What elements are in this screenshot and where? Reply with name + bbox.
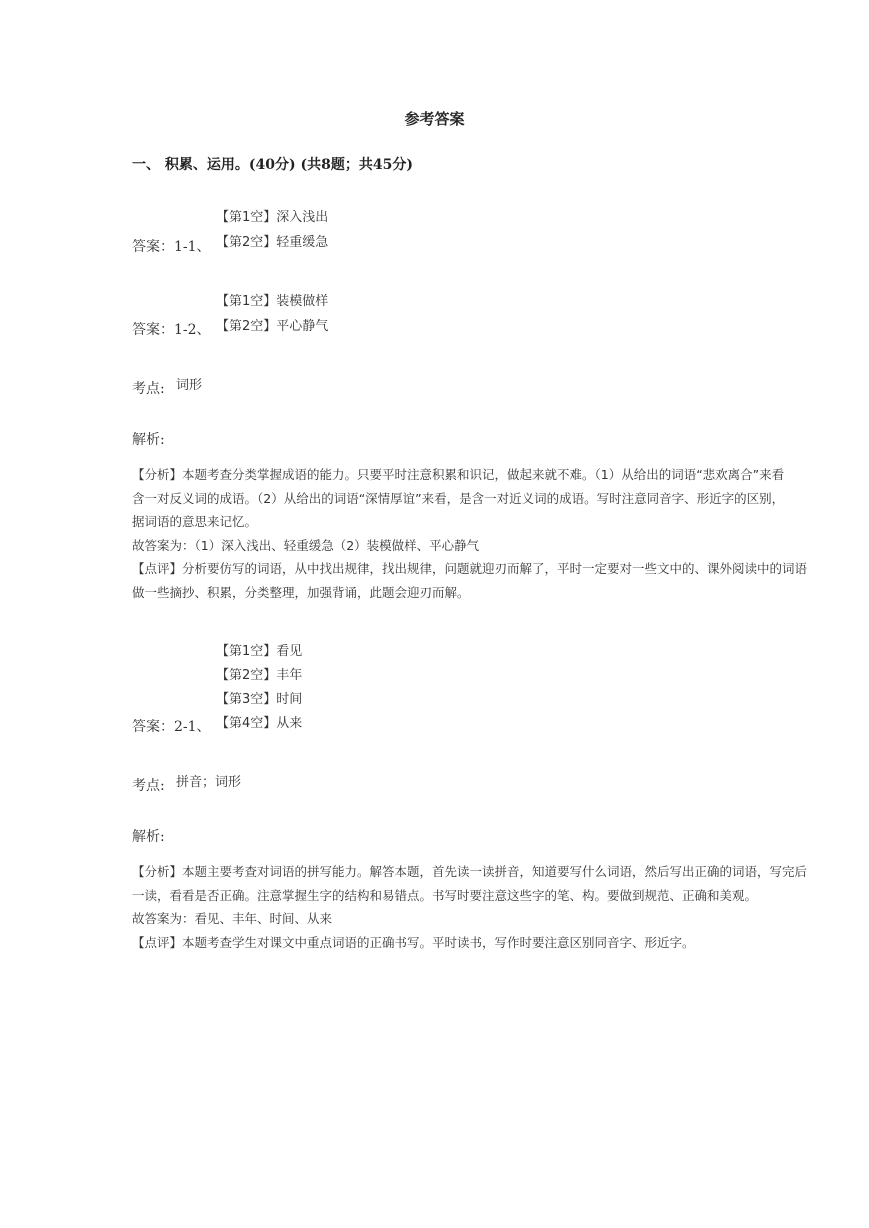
answer-label: 答案：1-2、 <box>132 322 211 338</box>
answer-label: 答案：2-1、 <box>132 719 211 735</box>
analysis-block <box>132 860 869 954</box>
answer-blank: 【第1空】深入浅出 <box>216 210 329 225</box>
answer-label: 答案：1-1、 <box>132 239 211 255</box>
answer-blank: 【第3空】时间 <box>216 692 303 707</box>
answer-blank: 【第1空】装模做样 <box>216 294 329 309</box>
analysis-line: 做一些摘抄、积累，分类整理，加强背诵，此题会迎刃而解。 <box>132 584 470 600</box>
answer-blank: 【第2空】轻重缓急 <box>216 235 329 250</box>
answer-blank: 【第2空】平心静气 <box>216 319 329 334</box>
kaodian-value: 拼音；词形 <box>176 775 242 790</box>
analysis-line: 【点评】分析要仿写的词语，从中找出规律，找出规律，问题就迎刃而解了，平时一定要对一些文中的、课外阅读中的词语 <box>132 561 808 576</box>
analysis-line: 含一对反义词的成语。（2）从给出的词语“深情厚谊”来看，是含一对近义词的成语。写时注意同音字、形近字的区别， <box>132 490 785 506</box>
analysis-line: 故答案为：看见、丰年、时间、从来 <box>132 911 333 926</box>
answer-blank: 【第1空】看见 <box>216 644 303 659</box>
page-title: 参考答案 <box>404 110 465 128</box>
kaodian-value: 词形 <box>176 378 203 393</box>
kaodian-label: 考点: <box>132 778 165 794</box>
analysis-line: 一读，看看是否正确。注意掌握生字的结构和易错点。书写时要注意这些字的笔、构。要做到规范、正确和美观。 <box>132 887 758 903</box>
answer-blank: 【第4空】从来 <box>216 716 303 731</box>
analysis-line: 【分析】本题考查分类掌握成语的能力。只要平时注意积累和识记，做起来就不难。（1）从给出的词语“悲欢离合”来看 <box>132 467 785 482</box>
answer-blank: 【第2空】丰年 <box>216 668 303 683</box>
jiexi-label: 解析: <box>132 432 165 448</box>
analysis-line: 【分析】本题主要考查对词语的拼写能力。解答本题，首先读一读拼音，知道要写什么词语，然后写出正确的词语，写完后 <box>132 864 808 879</box>
analysis-line: 【点评】本题考查学生对课文中重点词语的正确书写。平时读书，写作时要注意区别同音字、形近字。 <box>132 934 695 950</box>
jiexi-label: 解析: <box>132 829 165 845</box>
section-heading: 一、 积累、运用。(40分) (共8题；共45分) <box>132 157 413 173</box>
analysis-block <box>132 463 869 604</box>
analysis-line: 故答案为：（1）深入浅出、轻重缓急（2）装模做样、平心静气 <box>132 537 480 553</box>
kaodian-label: 考点: <box>132 381 165 397</box>
analysis-line: 据词语的意思来记忆。 <box>132 514 258 529</box>
